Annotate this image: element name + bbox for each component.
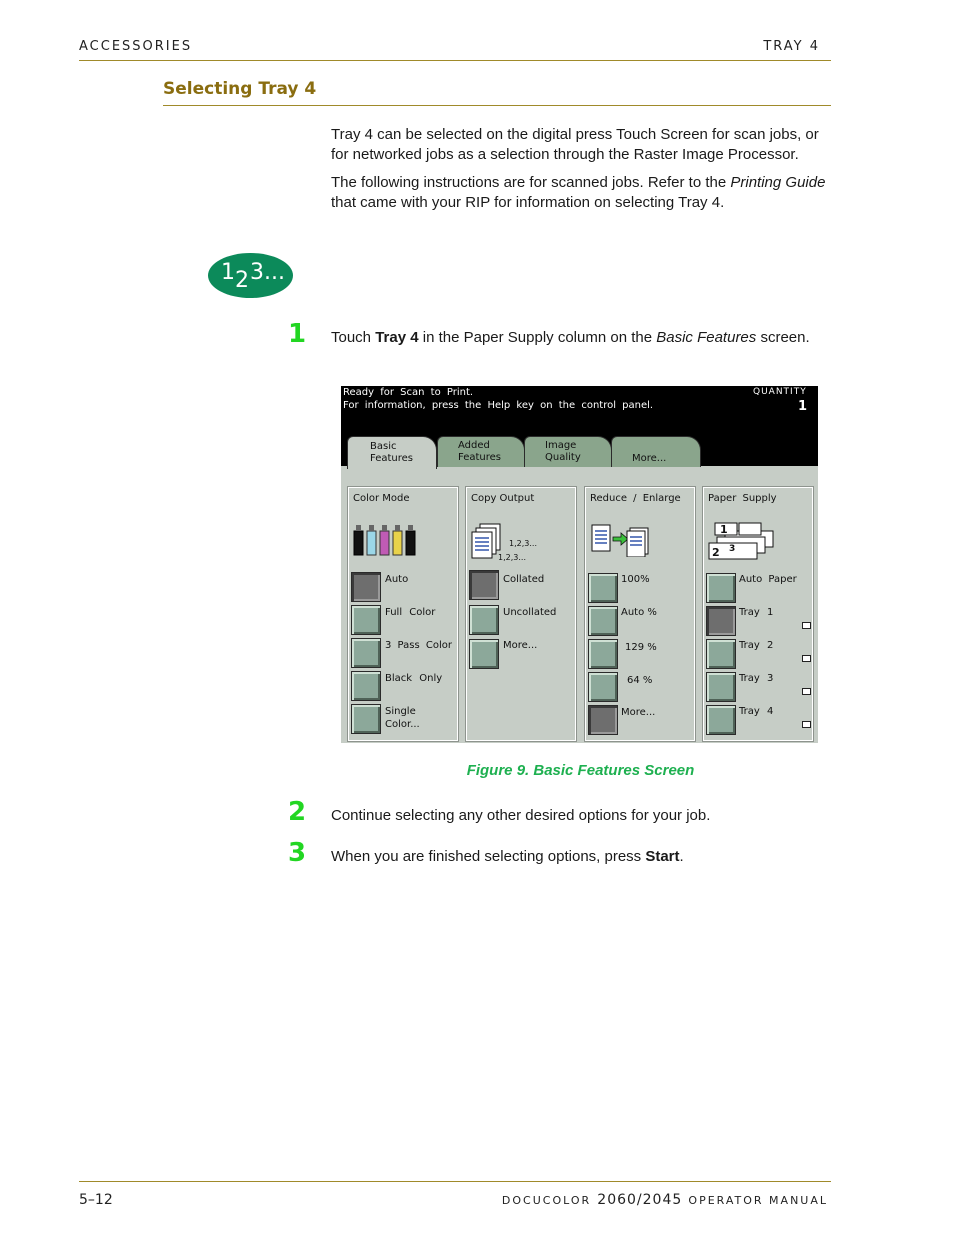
tab-basic-features-line2: Features: [370, 453, 413, 464]
auto-paper-button[interactable]: [706, 573, 736, 603]
intro-p2-start: The following instructions are for scanned jobs. Refer to the: [331, 174, 731, 191]
message-line-1: Ready for Scan to Print.: [343, 387, 474, 398]
uncollated-button[interactable]: [469, 605, 499, 635]
step-2-text: Continue selecting any other desired options for your job.: [331, 807, 711, 824]
color-auto-label: Auto: [385, 574, 409, 585]
tray-4-button[interactable]: [706, 705, 736, 735]
intro-paragraph-2: [331, 173, 826, 213]
reduce-100-label: 100%: [621, 574, 650, 585]
reduce-enlarge-panel: [584, 486, 696, 742]
tray-3-label: Tray 3: [739, 673, 774, 684]
quantity-label: QUANTITY: [753, 387, 807, 397]
paper-tray-digit-3: 3: [729, 544, 736, 554]
single-color-label: Single Color...: [385, 706, 420, 730]
uncollated-label: Uncollated: [503, 607, 557, 618]
tab-basic-features-line1: Basic: [370, 441, 397, 452]
three-pass-color-button[interactable]: [351, 638, 381, 668]
step-1-tray4: Tray 4: [375, 329, 419, 346]
paper-trays-icon: [707, 521, 777, 563]
step-1-number: 1: [288, 319, 307, 349]
tray-2-button[interactable]: [706, 639, 736, 669]
tab-image-quality-line2: Quality: [545, 452, 581, 463]
paper-tray-digit-2: 2: [712, 546, 720, 559]
reduce-129-button[interactable]: [588, 639, 618, 669]
running-header-left: ACCESSORIES: [79, 39, 193, 54]
step-2-number: 2: [288, 797, 307, 827]
steps-icon-rest: 3...: [250, 260, 285, 285]
copy-output-icon-label-1: 1,2,3...: [509, 539, 537, 548]
black-only-button[interactable]: [351, 671, 381, 701]
reduce-enlarge-title: Reduce / Enlarge: [590, 493, 681, 504]
running-header-right: TRAY 4: [763, 39, 820, 54]
step-1-text-c: screen.: [756, 329, 810, 346]
reduce-64-label: 64 %: [627, 675, 653, 686]
black-only-label: Black Only: [385, 673, 443, 684]
tab-added-features[interactable]: [437, 436, 525, 467]
color-mode-panel: [347, 486, 459, 742]
manual-brand: DOCUCOLOR: [501, 1194, 592, 1207]
section-title: Selecting Tray 4: [163, 79, 317, 99]
intro-paragraph-1: Tray 4 can be selected on the digital press Touch Screen for scan jobs, or for networked jobs as a selection through the Raster Image Processor.: [331, 126, 819, 163]
paper-supply-title: Paper Supply: [708, 493, 777, 504]
intro-p2-end: that came with your RIP for information on selecting Tray 4.: [331, 194, 725, 211]
tray-4-paper-icon: [802, 721, 811, 728]
step-1-basic-features: Basic Features: [656, 329, 757, 346]
step-1-text-b: in the Paper Supply column on the: [418, 329, 657, 346]
tray-1-label: Tray 1: [739, 607, 774, 618]
steps-icon-one: 1: [221, 260, 235, 285]
section-title-rule: [163, 105, 831, 106]
printing-guide-ref: Printing Guide: [730, 174, 826, 191]
three-pass-color-label: 3 Pass Color: [385, 640, 452, 651]
copy-output-icon-label-2: 1,2,3...: [498, 553, 526, 562]
collated-button[interactable]: [469, 570, 499, 600]
figure-caption: Figure 9. Basic Features Screen: [466, 762, 695, 779]
tab-image-quality[interactable]: [524, 436, 612, 467]
header-rule: [79, 60, 831, 61]
color-auto-button[interactable]: [351, 572, 381, 602]
tray-2-paper-icon: [802, 655, 811, 662]
reduce-64-button[interactable]: [588, 672, 618, 702]
tray-3-paper-icon: [802, 688, 811, 695]
copy-output-more-button[interactable]: [469, 639, 499, 669]
reduce-enlarge-icon: [591, 523, 651, 557]
step-3-text: [331, 847, 826, 867]
copy-output-panel: [465, 486, 577, 742]
manual-suffix: OPERATOR MANUAL: [688, 1194, 828, 1207]
manual-title: [502, 1192, 828, 1208]
basic-features-screen: [341, 386, 818, 743]
paper-tray-digit-1: 1: [720, 523, 728, 536]
auto-percent-label: Auto %: [621, 607, 657, 618]
step-3-number: 3: [288, 838, 307, 868]
copy-output-title: Copy Output: [471, 493, 535, 504]
reduce-100-button[interactable]: [588, 573, 618, 603]
tab-more[interactable]: [611, 436, 701, 467]
auto-percent-button[interactable]: [588, 606, 618, 636]
copy-output-more-label: More...: [503, 640, 538, 651]
toner-bottles-icon: [352, 523, 416, 557]
tab-image-quality-line1: Image: [545, 440, 577, 451]
tab-added-features-line1: Added: [458, 440, 490, 451]
paper-supply-panel: [702, 486, 814, 742]
step-1-text: [331, 328, 826, 348]
tray-3-button[interactable]: [706, 672, 736, 702]
steps-icon-two: 2: [235, 268, 249, 293]
tab-basic-features[interactable]: [347, 436, 437, 469]
reduce-more-label: More...: [621, 707, 656, 718]
steps-icon: [208, 253, 293, 298]
step-3-start: Start: [645, 848, 680, 865]
color-mode-title: Color Mode: [353, 493, 410, 504]
page-number: 5–12: [79, 1192, 113, 1208]
single-color-button[interactable]: [351, 704, 381, 734]
full-color-label: Full Color: [385, 607, 436, 618]
tray-4-label: Tray 4: [739, 706, 774, 717]
reduce-more-button[interactable]: [588, 705, 618, 735]
manual-model: 2060/2045: [597, 1192, 683, 1208]
tray-1-button[interactable]: [706, 606, 736, 636]
step-1-text-a: Touch: [331, 329, 376, 346]
tray-2-label: Tray 2: [739, 640, 774, 651]
reduce-129-label: 129 %: [625, 642, 657, 653]
collated-label: Collated: [503, 574, 545, 585]
tray-1-paper-icon: [802, 622, 811, 629]
tab-more-line2: More...: [632, 453, 667, 464]
message-line-2: For information, press the Help key on the control panel.: [343, 400, 654, 411]
full-color-button[interactable]: [351, 605, 381, 635]
auto-paper-label: Auto Paper: [739, 574, 797, 585]
quantity-value: 1: [798, 399, 808, 414]
footer-rule: [79, 1181, 831, 1182]
tab-added-features-line2: Features: [458, 452, 501, 463]
step-3-text-b: .: [679, 848, 684, 865]
step-3-text-a: When you are finished selecting options, press: [331, 848, 646, 865]
